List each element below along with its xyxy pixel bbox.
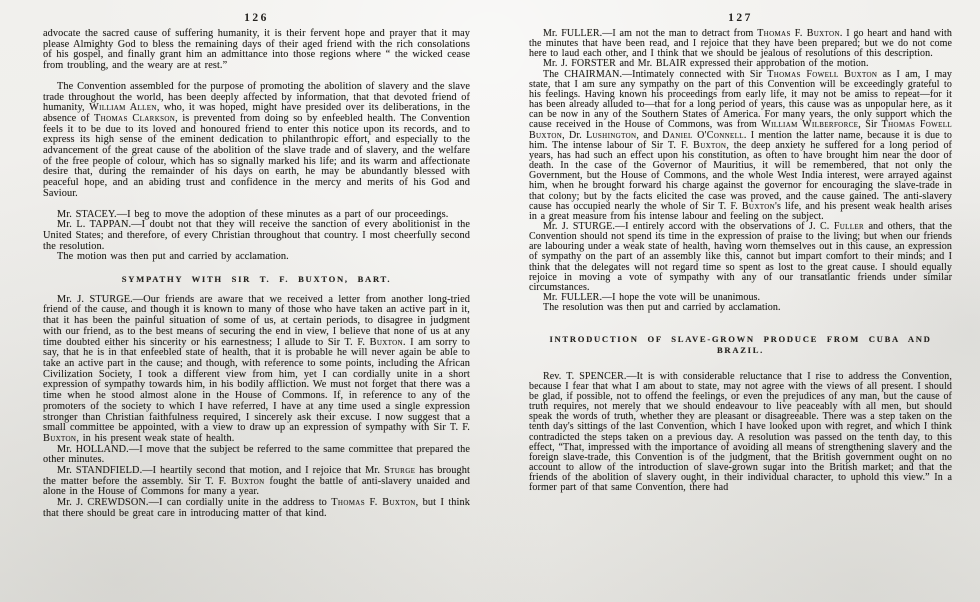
paragraph <box>43 295 470 445</box>
paragraph <box>43 82 470 200</box>
text-segment: Rev. T. SPENCER.—It is with considerable reluctance that I rise to address the Convention, because I fear that what I am about to state, may not agree with the views of all present. I should be glad, if possible, not to offend the feelings, or even the prejudices of any man, but the cause of truth requires, not merely that we should endeavour to live peaceably with all men, but should speak the words of truth, whether they are pleasant or disagreeable. There was a step taken on the tenth day's sittings of the last Convention, which I have looked upon with regret, and which I think contradicted the steps taken on a previous day. A resolution was passed on the tenth day, to this effect, “That, impressed with the importance of avoiding all means of strengthening slavery and the foreign slave-trade, this Convention is of the judgment, that the British government ought on no account to allow of the introduction of slave-grown sugar into the British market; and that the friends of the abolition of slavery ought, in their individual character, to uphold this view.” In a former part of that same Convention, there had <box>529 370 952 494</box>
paragraph <box>43 466 470 498</box>
page-body-left <box>43 29 470 520</box>
text-segment: The Convention assembled for the purpose of promoting the abolition of slavery and the slave trade throughout the world, has been deeply affected by information, that that devoted friend of humanity, <box>43 80 470 114</box>
text-segment: Mr. STACEY.—I beg to move the adoption of these minutes as a part of our proceedings. <box>57 208 449 220</box>
section-heading: INTRODUCTION OF SLAVE-GROWN PRODUCE FROM CUBA AND BRAZIL. <box>549 334 932 355</box>
text-segment: Mr. J. STURGE.—Our friends are aware that we received a letter from another long-tried friend of the cause, and though it is known to many of those who have taken an active part in it, that it has been the painful situation of some of us, at certain periods, to disagree in judgment with our friend, as to the best means of securing the end in view, I believe that none of us at any time doubted either his sincerity or his earnestness; I allude to Sir T. F. <box>43 293 470 348</box>
text-segment: Mr. FULLER.—I am not the man to detract from <box>543 28 758 39</box>
text-segment: , Sir <box>858 119 882 131</box>
page-number-left: 126 <box>244 12 269 24</box>
page-left <box>43 0 470 520</box>
text-segment: , but I think that there should be great care in introducing matter of that kind. <box>43 497 470 519</box>
text-segment: , who, it was hoped, might have presided over its deliberations, in the absence of <box>43 102 470 124</box>
text-segment: Mr. HOLLAND.—I move that the subject be referred to the same committee that prepared the other minutes. <box>43 443 470 466</box>
person-name: Sturge <box>384 465 416 477</box>
person-name: Buxton <box>693 139 727 151</box>
page-body-right <box>529 29 952 494</box>
text-segment: Mr. J. STURGE.—I entirely accord with the observations of J. C. <box>543 220 834 232</box>
person-name: Fuller <box>833 220 865 232</box>
paragraph <box>43 445 470 466</box>
page-number-right: 127 <box>728 12 753 24</box>
text-segment: , and <box>636 129 663 141</box>
page-right <box>529 0 952 494</box>
person-name: Thomas F. Buxton <box>757 28 840 39</box>
text-segment: , the deep anxiety he suffered for a long period of years, has had such an effect upon his constitution, as often to have brought him near the door of death. In the case of the Governor of Mauritius, it will be remembered, that not only the Government, but the House of Commons, and the whole West India interest, were arrayed against him, when he brought forward his charge against the governor for encouraging the slave-trade in that colony; but by the facts elicited the case was proved, and the cause gained. The anti-slavery cause has occupied nearly the whole of Sir T. F. <box>529 139 952 212</box>
text-segment: . I mention the latter name, because it is due to him. The intense labour of Sir T. F. <box>529 129 952 151</box>
text-segment: Mr. J. CREWDSON.—I can cordially unite in the address to <box>57 497 332 509</box>
paragraph <box>529 29 952 59</box>
text-segment: has brought the matter before the assembly. Sir T. F. <box>43 465 470 487</box>
text-segment: fought the battle of anti-slavery unaided and alone in the House of Commons for many a year. <box>43 475 470 498</box>
person-name: Buxton <box>231 475 265 487</box>
paragraph <box>529 372 952 494</box>
text-segment: The CHAIRMAN.—Intimately connected with Sir <box>543 68 768 80</box>
text-segment: , is prevented from doing so by enfeebled health. The Convention feels it to be due to its loved and honoured friend to enter this notice upon its records, and to express its high sense of the eminent dedication to philanthropic effort, and especially to the advancement of the great cause of the abolition of the slave trade and of slavery, and the welfare of the free people of colour, which has so signally marked his life; and its warm and affectionate desire that, during the remainder of his days on earth, he may be abundantly blessed with peaceful hope, and an abiding trust and confidence in the mercy and merits of his God and Saviour. <box>43 112 470 199</box>
person-name: Daniel O'Connell <box>662 129 744 141</box>
text-segment: . I go heart and hand with the minutes that have been read, and I rejoice that they have been prepared; but we do not come here to laud each other, and I think that we should be jealous of resolutions of this description. <box>529 28 952 60</box>
text-segment: Mr. J. FORSTER and Mr. BLAIR expressed their approbation of the motion. <box>543 58 869 70</box>
text-segment: as I am, I may state, that I am sure any sympathy on the part of this Convention will be exceedingly grateful to his feelings. Having known his proceedings from early life, it may not be amiss to repeat—for it has been already alluded to—that for a long period of years, this cause was as unpopular here, as it can be now in any of the Southern States of America. For many years, the only support which the cause received in the House of Commons, was from <box>529 68 952 131</box>
person-name: Thomas Fowell Buxton <box>767 68 878 80</box>
person-name: William Wilberforce <box>761 119 859 131</box>
text-segment: The motion was then put and carried by acclamation. <box>57 251 289 263</box>
paragraph <box>43 29 470 72</box>
text-segment: . I am sorry to say, that he is in that enfeebled state of health, that it is probable he will never again be able to take an active part in the cause; and though, with reference to some points, including the African Civilization Society, I took a different view from him, yet I can cordially unite in a short expression of sympathy towards him, in his bodily affliction. We must not forget that there was a time when he stood almost alone in the House of Commons. If, in reference to any of the promoters of the society to which I have referred, I have at any time used a single expression stronger than Christian faithfulness required, I sincerely ask their excuse. I now suggest that a small committee be appointed, with a view to draw up an expression of sympathy with Sir T. F. <box>43 336 470 434</box>
paragraph <box>529 303 952 313</box>
text-segment: Mr. STANDFIELD.—I heartily second that motion, and I rejoice that Mr. <box>57 465 385 477</box>
paragraph <box>529 222 952 293</box>
person-name: Thomas Clarkson <box>94 112 176 124</box>
person-name: Thomas F. Buxton <box>331 497 416 509</box>
text-segment: The resolution was then put and carried by acclamation. <box>543 302 781 314</box>
text-segment: Mr. FULLER.—I hope the vote will be unanimous. <box>543 292 761 304</box>
text-segment: advocate the sacred cause of suffering humanity, it is their fervent hope and prayer that it may please Almighty God to bless the remaining days of their aged friend with the rich consolations of his gospel, and finally grant him an admittance into those regions where “ the wicked cease from troubling, and the weary are at rest.” <box>43 28 470 72</box>
paragraph <box>43 220 470 252</box>
person-name: Thomas Fowell Buxton <box>529 119 952 141</box>
person-name: Buxton <box>741 200 776 212</box>
paragraph <box>43 252 470 263</box>
text-segment: Mr. L. TAPPAN.—I doubt not that they will receive the sanction of every abolitionist in the United States; and therefore, of every Christian throughout that country. I most cheerfully second the resolution. <box>43 219 470 252</box>
text-segment: , in his present weak state of health. <box>76 432 235 444</box>
paragraph <box>43 498 470 519</box>
person-name: Buxton <box>43 432 77 444</box>
text-segment: , Dr. <box>562 129 587 141</box>
text-segment: 's life, and his present weak health arises in a great measure from his intense labour and feeling on the subject. <box>529 200 952 222</box>
paragraph <box>529 70 952 222</box>
text-segment: and others, that the Convention should not spend its time in the expression of praise to the living; but when our friends are labouring under a weak state of health, having worn themselves out in this cause, an expression of sympathy on the part of an assembly like this, cannot but impart comfort to their minds; and I think that the delegates will not regard time so spent as lost to the great cause. I should equally rejoice in moving a vote of sympathy with any of our transatlantic friends under similar circumstances. <box>529 220 952 293</box>
section-heading: SYMPATHY WITH SIR T. F. BUXTON, BART. <box>121 274 392 285</box>
person-name: Buxton <box>369 336 403 348</box>
person-name: Lushington <box>586 129 637 141</box>
person-name: William Allen <box>89 102 157 114</box>
